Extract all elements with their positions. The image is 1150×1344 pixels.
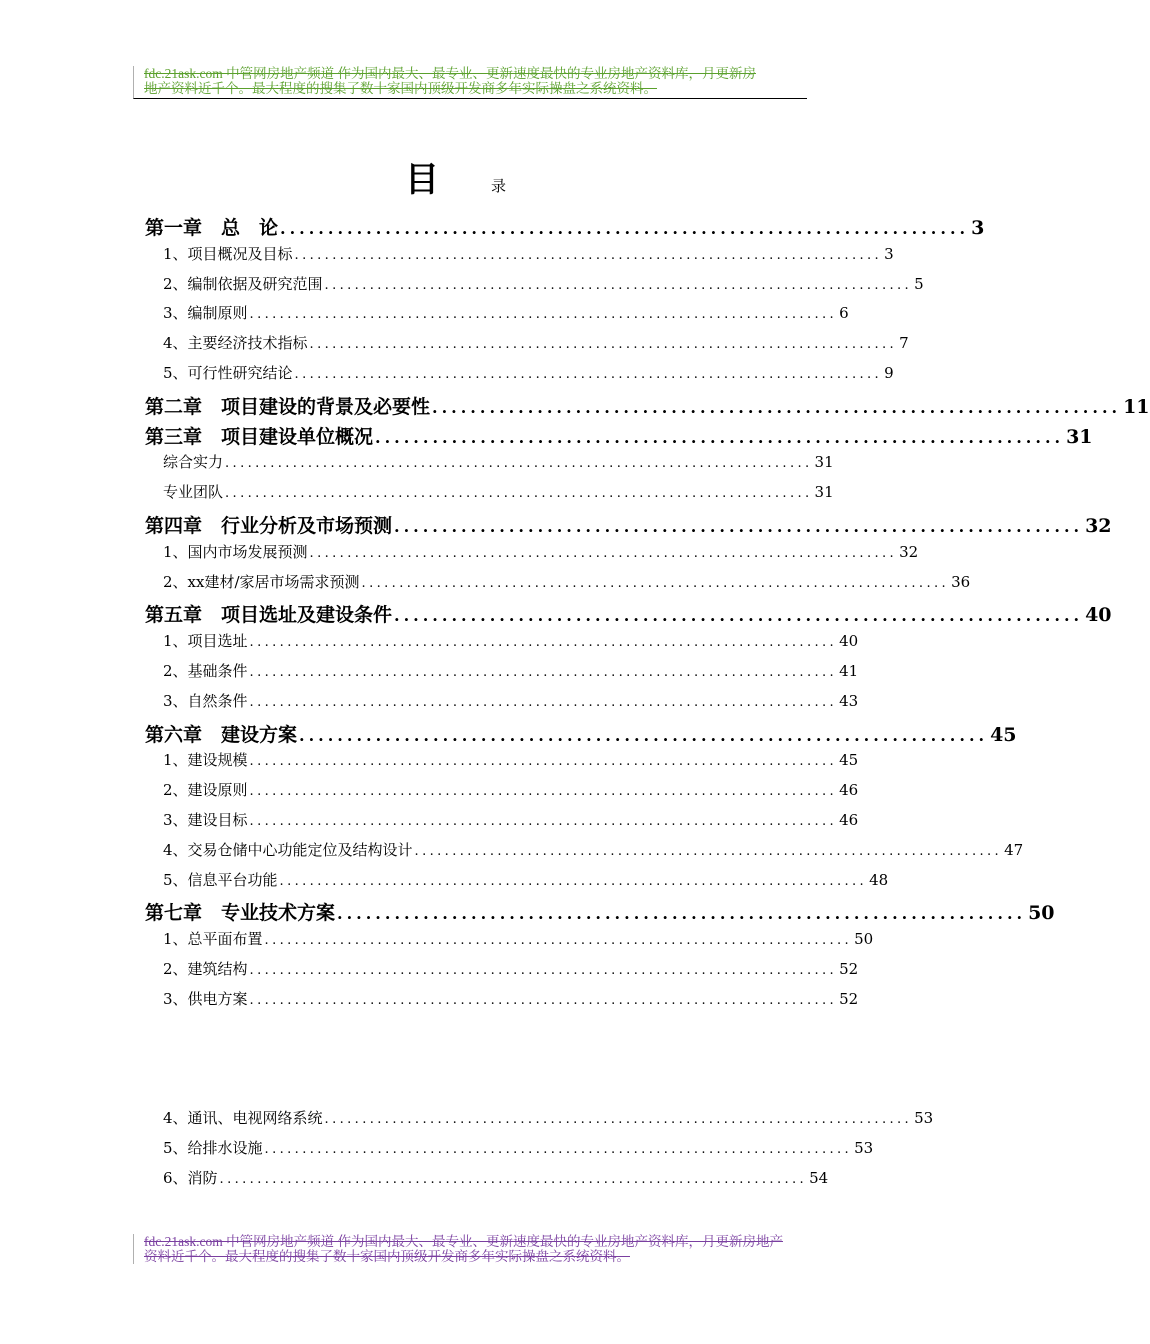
toc-entry[interactable]: 3、自然条件 .............................................................................. 43 bbox=[163, 691, 859, 710]
toc-entry[interactable]: 5、给排水设施 .............................................................................. 53 bbox=[163, 1138, 874, 1157]
toc-entry[interactable]: 综合实力 .............................................................................. 31 bbox=[163, 453, 834, 472]
toc-entry[interactable]: 第六章 建设方案 ........................................................................ 45 bbox=[145, 723, 1017, 746]
toc-entry[interactable]: 5、信息平台功能 .............................................................................. 48 bbox=[163, 870, 889, 889]
toc-entry[interactable]: 第三章 项目建设单位概况 ........................................................................ 31 bbox=[145, 425, 1093, 448]
toc-title bbox=[405, 152, 506, 201]
toc-entry[interactable]: 4、交易仓储中心功能定位及结构设计 .............................................................................. 47 bbox=[163, 840, 1024, 859]
toc-entry[interactable]: 1、建设规模 .............................................................................. 45 bbox=[163, 751, 859, 770]
toc-entry[interactable]: 1、项目选址 .............................................................................. 40 bbox=[163, 632, 859, 651]
toc-entry[interactable]: 第七章 专业技术方案 ........................................................................ 50 bbox=[145, 902, 1055, 925]
footer-line-1: fdc.21ask.com 中管网房地产频道 作为国内最大、最专业、更新速度最快的专业房地产资料库，月更新房地产 bbox=[144, 1234, 783, 1249]
header-line-1: fdc.21ask.com 中管网房地产频道 作为国内最大、最专业、更新速度最快的专业房地产资料库，月更新房 bbox=[144, 66, 756, 81]
toc-entry[interactable]: 第一章 总 论 ........................................................................ 3 bbox=[145, 217, 985, 239]
toc-entry[interactable]: 4、主要经济技术指标 .............................................................................. 7 bbox=[163, 334, 909, 353]
toc-entry[interactable]: 3、建设目标 .............................................................................. 46 bbox=[163, 810, 859, 829]
table-of-contents-continued bbox=[145, 1107, 934, 1196]
title-char-2: 录 bbox=[491, 177, 507, 195]
toc-entry[interactable]: 2、建设原则 .............................................................................. 46 bbox=[163, 781, 859, 800]
toc-entry[interactable]: 5、可行性研究结论 .............................................................................. 9 bbox=[163, 363, 894, 382]
toc-entry[interactable]: 1、项目概况及目标 .............................................................................. 3 bbox=[163, 244, 894, 263]
toc-entry[interactable]: 3、供电方案 .............................................................................. 52 bbox=[163, 989, 859, 1008]
toc-entry[interactable]: 4、通讯、电视网络系统 .............................................................................. 53 bbox=[163, 1109, 934, 1127]
footer-line-2: 资料近千个。最大程度的搜集了数十家国内顶级开发商多年实际操盘之系统资料。 bbox=[144, 1249, 630, 1264]
toc-entry[interactable]: 2、编制依据及研究范围 .............................................................................. 5 bbox=[163, 274, 924, 293]
toc-entry[interactable]: 1、总平面布置 .............................................................................. 50 bbox=[163, 930, 874, 949]
toc-entry[interactable]: 第五章 项目选址及建设条件 ........................................................................ 40 bbox=[145, 604, 1112, 627]
toc-entry[interactable]: 2、xx建材/家居市场需求预测 .............................................................................. 36 bbox=[163, 572, 971, 591]
toc-entry[interactable]: 1、国内市场发展预测 .............................................................................. 32 bbox=[163, 542, 919, 561]
toc-entry[interactable]: 2、建筑结构 .............................................................................. 52 bbox=[163, 959, 859, 978]
toc-entry[interactable]: 6、消防 .............................................................................. 54 bbox=[163, 1168, 829, 1187]
page-header bbox=[133, 66, 807, 99]
title-char-1: 目 bbox=[405, 160, 439, 200]
table-of-contents bbox=[145, 213, 1150, 1018]
toc-entry[interactable]: 第二章 项目建设的背景及必要性 ........................................................................ 11 bbox=[145, 395, 1150, 418]
toc-entry[interactable]: 专业团队 .............................................................................. 31 bbox=[163, 483, 834, 502]
header-line-2: 地产资料近千个。最大程度的搜集了数十家国内顶级开发商多年实际操盘之系统资料。 bbox=[144, 81, 657, 96]
toc-entry[interactable]: 第四章 行业分析及市场预测 ........................................................................ 32 bbox=[145, 514, 1112, 537]
toc-entry[interactable]: 3、编制原则 .............................................................................. 6 bbox=[163, 304, 849, 323]
toc-entry[interactable]: 2、基础条件 .............................................................................. 41 bbox=[163, 661, 859, 680]
page-footer bbox=[133, 1234, 807, 1264]
